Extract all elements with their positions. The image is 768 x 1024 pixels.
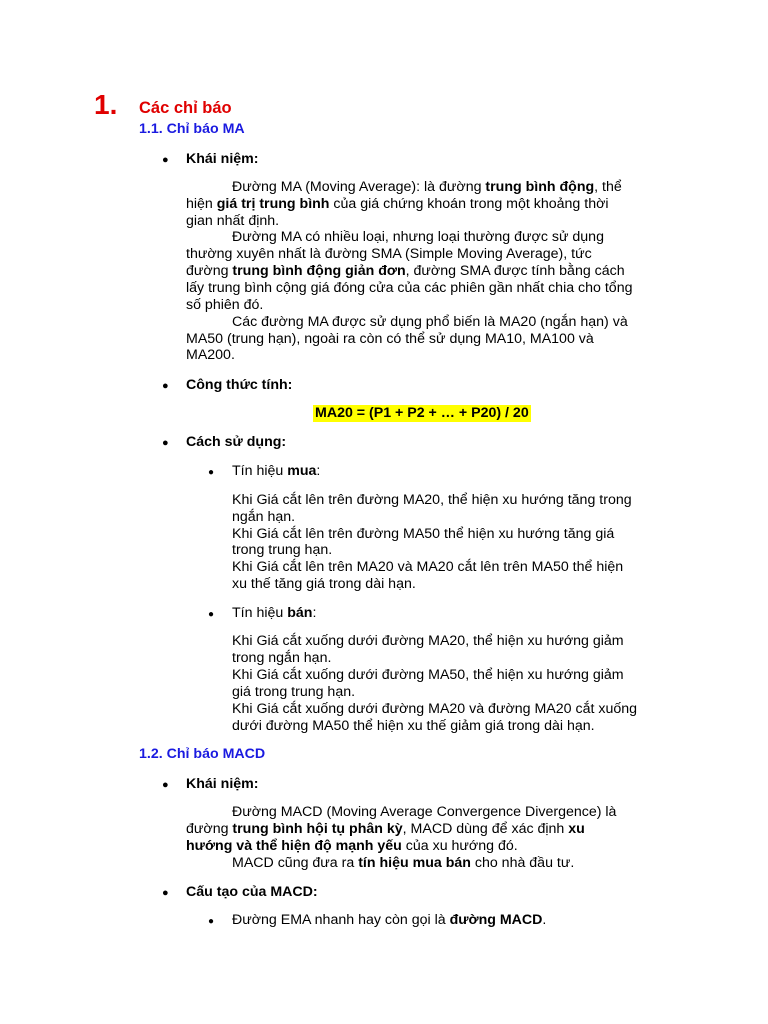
text-line: giá trong trung hạn. bbox=[232, 684, 356, 700]
text-line: Đường MA (Moving Average): là đường trung bình động, thể bbox=[232, 179, 622, 195]
text-line: Khi Giá cắt xuống dưới đường MA20 và đường MA20 cắt xuống bbox=[232, 701, 638, 717]
text-line: trong ngắn hạn. bbox=[232, 650, 332, 666]
text-line: MACD cũng đưa ra tín hiệu mua bán cho nhà đầu tư. bbox=[232, 855, 575, 871]
text-line: số phiên đó. bbox=[186, 297, 264, 313]
text-line: đường trung bình động giản đơn, đường SMA được tính bằng cách bbox=[186, 263, 625, 279]
text-line: lấy trung bình cộng giá đóng cửa của các phiên gần nhất chia cho tổng bbox=[186, 280, 633, 296]
bullet-icon: ● bbox=[162, 154, 169, 166]
bullet-icon: ● bbox=[208, 467, 215, 478]
macd-structure-label: Cấu tạo của MACD: bbox=[186, 884, 318, 900]
sell-signal-label: Tín hiệu bán: bbox=[232, 605, 317, 621]
text-line: đường trung bình hội tụ phân kỳ, MACD dùng để xác định xu bbox=[186, 821, 585, 837]
ma-concept-label: Khái niệm: bbox=[186, 151, 259, 167]
ma-usage-label: Cách sử dụng: bbox=[186, 434, 287, 450]
text-line: hướng và thể hiện độ mạnh yếu của xu hướng đó. bbox=[186, 838, 518, 854]
text-line: Khi Giá cắt lên trên đường MA50 thể hiện xu hướng tăng giá bbox=[232, 526, 615, 542]
text-line: MA50 (trung hạn), ngoài ra còn có thể sử dụng MA10, MA100 và bbox=[186, 331, 594, 347]
ma-formula-label: Công thức tính: bbox=[186, 377, 293, 393]
text-line: Khi Giá cắt lên trên đường MA20, thể hiện xu hướng tăng trong bbox=[232, 492, 632, 508]
macd-concept-label: Khái niệm: bbox=[186, 776, 259, 792]
text-line: hiện giá trị trung bình của giá chứng khoán trong một khoảng thời bbox=[186, 196, 609, 212]
text-line: Đường MA có nhiều loại, nhưng loại thường được sử dụng bbox=[232, 229, 604, 245]
text-line: Các đường MA được sử dụng phổ biến là MA20 (ngắn hạn) và bbox=[232, 314, 628, 330]
text-line: Khi Giá cắt xuống dưới đường MA50, thể hiện xu hướng giảm bbox=[232, 667, 624, 683]
bullet-icon: ● bbox=[208, 916, 215, 927]
macd-heading: 1.2. Chỉ báo MACD bbox=[139, 746, 266, 762]
text-line: ngắn hạn. bbox=[232, 509, 296, 525]
text-line: Đường MACD (Moving Average Convergence Divergence) là bbox=[232, 804, 617, 820]
bullet-icon: ● bbox=[162, 887, 169, 899]
section-number: 1. bbox=[94, 89, 118, 120]
ma-heading: 1.1. Chỉ báo MA bbox=[139, 121, 245, 137]
buy-signal-label: Tín hiệu mua: bbox=[232, 463, 321, 479]
bullet-icon: ● bbox=[162, 779, 169, 791]
text-line: gian nhất định. bbox=[186, 213, 280, 229]
text-line: dưới đường MA50 thể hiện xu thế giảm giá trong dài hạn. bbox=[232, 718, 595, 734]
bullet-icon: ● bbox=[162, 437, 169, 449]
text-line: thường xuyên nhất là đường SMA (Simple Moving Average), tức bbox=[186, 246, 592, 262]
text-line: MA200. bbox=[186, 347, 235, 363]
text-line: Khi Giá cắt xuống dưới đường MA20, thể hiện xu hướng giảm bbox=[232, 633, 624, 649]
text-line: xu thế tăng giá trong dài hạn. bbox=[232, 576, 416, 592]
bullet-icon: ● bbox=[162, 380, 169, 392]
section-title: Các chỉ báo bbox=[139, 99, 232, 117]
ma-formula: MA20 = (P1 + P2 + … + P20) / 20 bbox=[315, 405, 529, 421]
text-line: Khi Giá cắt lên trên MA20 và MA20 cắt lên trên MA50 thể hiện bbox=[232, 559, 624, 575]
ema-line-item: Đường EMA nhanh hay còn gọi là đường MACD. bbox=[232, 912, 547, 928]
bullet-icon: ● bbox=[208, 609, 215, 620]
text-line: trong trung hạn. bbox=[232, 542, 333, 558]
